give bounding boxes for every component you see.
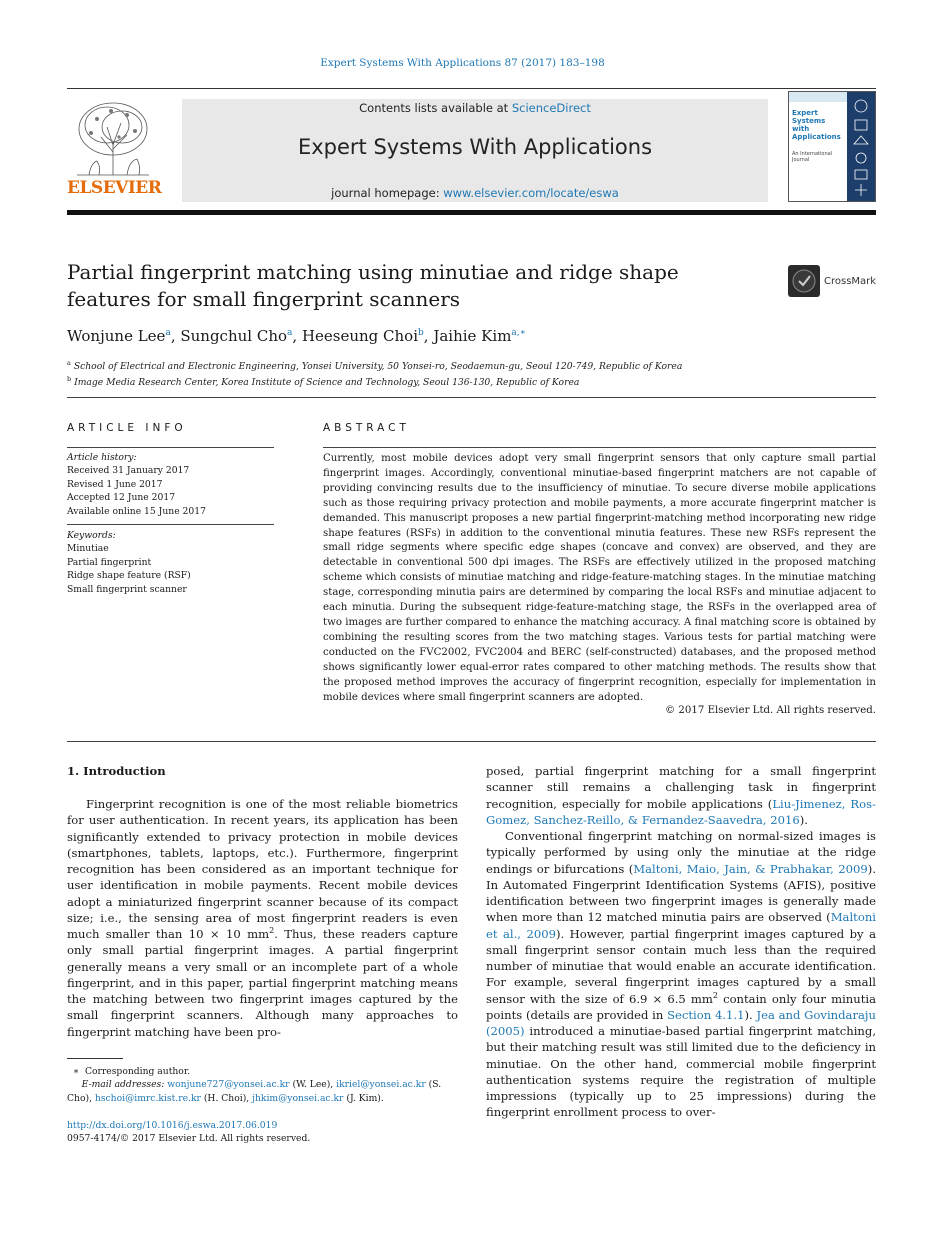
author-affil-marker[interactable]: a,∗ — [511, 328, 526, 338]
doi-link[interactable]: http://dx.doi.org/10.1016/j.eswa.2017.06.019 — [67, 1120, 278, 1131]
corresponding-author-note: ∗ Corresponding author. — [72, 1066, 191, 1077]
email-link[interactable]: hschoi@imrc.kist.re.kr — [94, 1092, 201, 1104]
affiliations — [67, 357, 867, 389]
email-link[interactable]: jhkim@yonsei.ac.kr — [252, 1092, 344, 1104]
left-column — [67, 796, 458, 1040]
title-divider — [67, 397, 876, 398]
article-title: Partial fingerprint matching using minutiae and ridge shape features for small fingerprint scanners — [67, 260, 679, 311]
right-column — [486, 763, 876, 1121]
footnote-rule — [67, 1058, 123, 1059]
publisher-logo — [67, 97, 162, 203]
homepage-prefix: journal homepage: — [331, 186, 444, 200]
cover-title: Expert Systems with Applications — [792, 109, 841, 141]
crossmark-icon — [788, 265, 820, 297]
paragraph: posed, partial fingerprint matching for a small fingerprint scanner still remains a challenging task in fingerprint recognition, especially for mobile applications (Liu-Jimenez, Ros-Gomez, Sanchez-Reillo, & Fernandez-Saavedra, 2016). — [486, 764, 876, 827]
abstract-rule — [323, 447, 876, 448]
abstract-copyright: © 2017 Elsevier Ltd. All rights reserved. — [664, 705, 876, 716]
author-name: Sungchul Cho — [180, 327, 288, 345]
author-affil-marker[interactable]: b — [418, 328, 424, 338]
publisher-name: ELSEVIER — [67, 178, 162, 198]
header-bottom-rule — [67, 210, 876, 215]
email-addresses: E-mail addresses: wonjune727@yonsei.ac.kr (W. Lee), ikriel@yonsei.ac.kr (S. Cho), hschoi@imrc.kist.re.kr (H. Choi), jhkim@yonsei.ac.kr (J. Kim). — [67, 1079, 442, 1104]
contents-available-line — [182, 101, 768, 115]
paragraph: Fingerprint recognition is one of the most reliable biometrics for user authentication. In recent years, its application has been significantly extended to privacy protection in mobile devices (smartphones, tablets, laptops, etc.). Furthermore, fingerprint recognition has been considered as an important technique for user identification in mobile payments. Recent mobile devices adopt a miniaturized fingerprint scanner because of its compact size; i.e., the sensing area of most fingerprint readers is even much smaller than 10 × 10 $mm^2$. Thus, these readers capture only small partial fingerprint images. A partial fingerprint generally means a very small or an incomplete part of a whole fingerprint, and in this paper, partial fingerprint matching means the matching between two fingerprint images captured by the small fingerprint scanners. Although many approaches to fingerprint matching have been pro- — [67, 797, 458, 1039]
affiliation: $^b$ Image Media Research Center, Korea Institute of Science and Technology, Seoul 136-130, Republic of Korea — [67, 375, 580, 389]
article-info-heading: ARTICLE INFO — [67, 422, 187, 434]
contents-prefix: Contents lists available at — [359, 101, 512, 115]
sciencedirect-link[interactable]: ScienceDirect — [511, 101, 591, 115]
author-name: Jaihie Kim — [433, 327, 512, 345]
affiliation: $^a$ School of Electrical and Electronic Engineering, Yonsei University, 50 Yonsei-ro, Seodaemun-gu, Seoul 120-749, Republic of Korea — [67, 359, 683, 373]
citation-link[interactable]: Liu-Jimenez, Ros-Gomez, Sanchez-Reillo, & Fernandez-Saavedra, 2016 — [486, 796, 876, 827]
cover-graphics-icon — [847, 92, 875, 201]
history-online: Available online 15 June 2017 — [67, 505, 206, 517]
history-revised: Revised 1 June 2017 — [67, 478, 163, 490]
cover-image-panel — [847, 92, 875, 201]
author-affil-marker[interactable]: a — [165, 328, 171, 338]
article-info-rule — [67, 447, 274, 448]
issn-copyright: 0957-4174/© 2017 Elsevier Ltd. All rights reserved. — [67, 1133, 311, 1145]
footnote — [67, 1065, 459, 1105]
citation-link[interactable]: Maltoni, Maio, Jain, & Prabhakar, 2009 — [633, 861, 868, 876]
history-label: Article history: — [67, 452, 137, 463]
keywords — [67, 529, 274, 596]
crossmark-label: CrossMark — [824, 276, 877, 287]
abstract-divider — [67, 741, 876, 742]
cover-subtitle: An International Journal — [792, 151, 833, 163]
tree-logo-icon — [67, 97, 159, 177]
keyword: Ridge shape feature (RSF) — [67, 570, 191, 582]
citation-link[interactable]: Maltoni et al., 2009 — [486, 910, 876, 941]
author-affil-marker[interactable]: a — [287, 328, 293, 338]
author-name: Heeseung Choi — [301, 327, 419, 345]
journal-title: Expert Systems With Applications — [297, 135, 653, 159]
author-list: Wonjune Lee$^a$, Sungchul Cho$^a$, Heeseung Choi$^b$, Jaihie Kim$^{a,∗}$ — [67, 327, 526, 345]
doi-block — [67, 1119, 459, 1146]
history-accepted: Accepted 12 June 2017 — [67, 492, 176, 504]
journal-homepage-line — [182, 186, 768, 200]
history-received: Received 31 January 2017 — [67, 465, 190, 477]
keywords-rule — [67, 524, 274, 525]
journal-reference[interactable]: Expert Systems With Applications 87 (2017) 183–198 — [320, 57, 605, 69]
header-top-rule — [67, 88, 876, 89]
journal-cover-thumbnail[interactable] — [788, 91, 876, 202]
paragraph: Conventional fingerprint matching on normal-sized images is typically performed by using only the minutiae at the ridge endings or bifurcations (Maltoni, Maio, Jain, & Prabhakar, 2009). In Automated Fingerprint Identification Systems (AFIS), positive identification between two fingerprint images is generally made when more than 12 matched minutia pairs are observed (Maltoni et al., 2009). However, partial fingerprint images captured by a small fingerprint sensor contain much less than the required number of minutiae that would enable an accurate identification. For example, several fingerprint images captured by a small sensor with the size of 6.9 × 6.5 $mm^2$ contain only four minutia points (details are provided in Section 4.1.1). Jea and Govindaraju (2005) introduced a minutiae-based partial fingerprint matching, but their matching result was still limited due to the deficiency in minutiae. On the other hand, commercial mobile fingerprint authentication systems require the registration of multiple impressions (typically up to 25 impressions) during the fingerprint enrollment process to over- — [486, 829, 877, 1120]
keyword: Small fingerprint scanner — [67, 583, 187, 595]
crossmark-badge[interactable] — [788, 265, 888, 297]
journal-homepage-link[interactable]: www.elsevier.com/locate/eswa — [443, 186, 619, 200]
keyword: Minutiae — [67, 543, 109, 555]
keyword: Partial fingerprint — [67, 556, 152, 568]
keywords-label: Keywords: — [67, 530, 116, 541]
section-link[interactable]: Section 4.1.1 — [667, 1007, 745, 1022]
abstract-heading: ABSTRACT — [323, 422, 410, 434]
section-heading: 1. Introduction — [67, 764, 166, 778]
email-link[interactable]: ikriel@yonsei.ac.kr — [336, 1079, 426, 1091]
author-name: Wonjune Lee — [67, 327, 166, 345]
abstract-text: Currently, most mobile devices adopt very small fingerprint sensors that only capture small partial fingerprint images. Accordingly, conventional minutiae-based fingerprint matchers are not capable of providing convincing results due to the insufficiency of minutiae. To secure diverse mobile applications such as those requiring privacy protection and mobile payments, a more accurate fingerprint matcher is demanded. This manuscript proposes a new partial fingerprint-matching method incorporating new ridge shape features (RSFs) in addition to the conventional minutia features. These new RSFs represent the small ridge segments where specific edge shapes (concave and convex) are observed, and they are detectable in conventional 500 dpi images. The RSFs are effectively utilized in the proposed matching scheme which consists of minutiae matching and ridge-feature-matching stages. In the minutiae matching stage, corresponding minutia pairs are determined by comparing the local RSFs and minutiae adjacent to each minutia. During the subsequent ridge-feature-matching stage, the RSFs in the overlapped area of two images are further compared to enhance the matching accuracy. A final matching score is obtained by combining the resulting scores from the two matching stages. Various tests for partial matching were conducted on the FVC2002, FVC2004 and BERC (self-constructed) databases, and the proposed method shows significantly lower equal-error rates compared to other matching methods. The results show that the proposed method improves the accuracy of fingerprint recognition, especially for implementation in mobile devices where small fingerprint scanners are adopted. — [323, 453, 876, 703]
citation-link[interactable]: Jea and Govindaraju (2005) — [486, 1007, 876, 1038]
article-history — [67, 451, 274, 518]
email-link[interactable]: wonjune727@yonsei.ac.kr — [167, 1079, 290, 1091]
